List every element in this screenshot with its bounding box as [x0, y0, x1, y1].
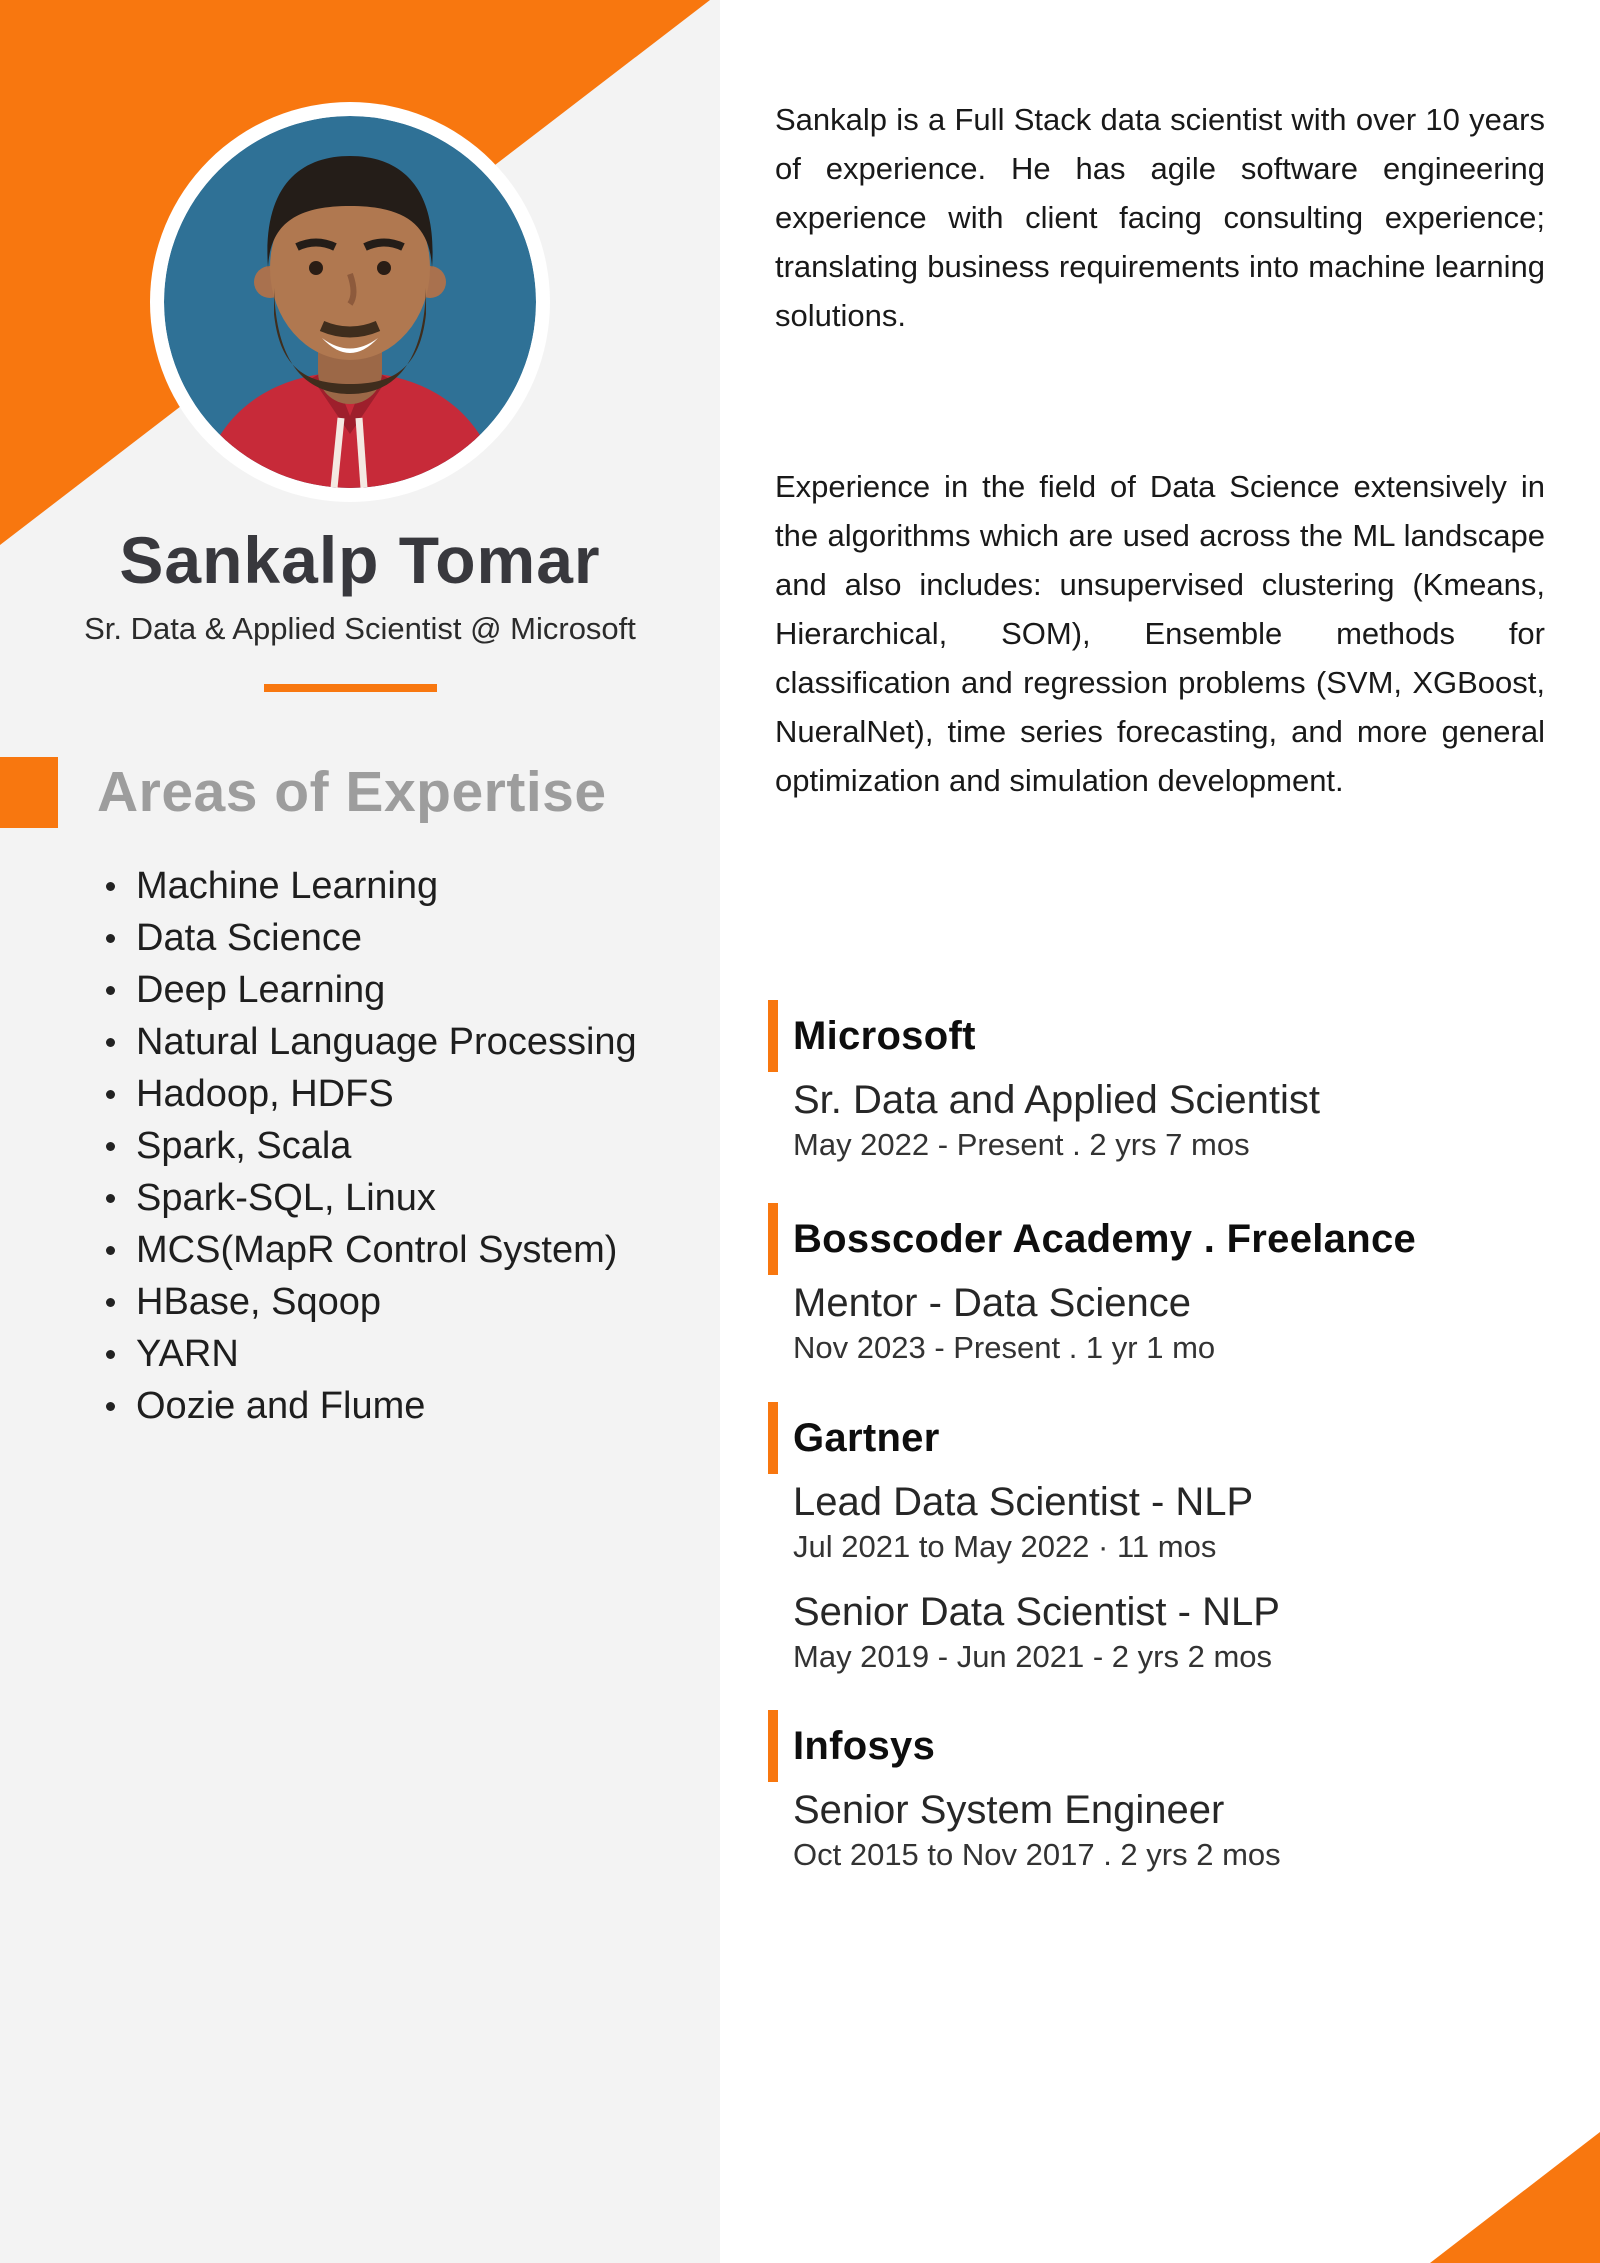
- skill-item: YARN: [100, 1328, 710, 1380]
- company-name: Gartner: [793, 1416, 940, 1460]
- expertise-heading-accent-square: [0, 757, 58, 828]
- role-title: Sr. Data and Applied Scientist: [793, 1078, 1320, 1122]
- role-title: Mentor - Data Science: [793, 1281, 1191, 1325]
- role-dates: May 2022 - Present . 2 yrs 7 mos: [793, 1127, 1250, 1162]
- experience-accent-bar: [768, 1402, 778, 1474]
- skill-item: HBase, Sqoop: [100, 1276, 710, 1328]
- skill-item: Spark, Scala: [100, 1120, 710, 1172]
- company-name: Bosscoder Academy . Freelance: [793, 1217, 1417, 1261]
- experience-accent-bar: [768, 1000, 778, 1072]
- expertise-heading: Areas of Expertise: [97, 760, 607, 824]
- orange-divider: [264, 684, 437, 692]
- experience-accent-bar: [768, 1203, 778, 1275]
- role-dates: Jul 2021 to May 2022 · 11 mos: [793, 1529, 1217, 1564]
- expertise-skill-list: [100, 860, 710, 1432]
- bottom-right-orange-triangle-decoration: [1430, 2132, 1600, 2263]
- skill-item: MCS(MapR Control System): [100, 1224, 710, 1276]
- skill-item: Data Science: [100, 912, 710, 964]
- role-dates: Nov 2023 - Present . 1 yr 1 mo: [793, 1330, 1216, 1365]
- role-title: Lead Data Scientist - NLP: [793, 1480, 1254, 1524]
- role-title: Senior System Engineer: [793, 1788, 1225, 1832]
- experience-section-infosys: [768, 1710, 1568, 1885]
- experience-section-microsoft: [768, 1000, 1568, 1175]
- profile-photo-illustration: [164, 116, 536, 488]
- role-dates: May 2019 - Jun 2021 - 2 yrs 2 mos: [793, 1639, 1273, 1674]
- skill-item: Oozie and Flume: [100, 1380, 710, 1432]
- experience-section-gartner: [768, 1402, 1568, 1687]
- role-title: Senior Data Scientist - NLP: [793, 1590, 1280, 1634]
- person-name: Sankalp Tomar: [119, 523, 601, 597]
- skill-item: Deep Learning: [100, 964, 710, 1016]
- bio-paragraph-2: Experience in the field of Data Science extensively in the algorithms which are used across the ML landscape and also includes: unsupervised clustering (Kmeans, Hierarchical, SOM), Ensemble methods for classification and regression problems (SVM, XGBoost, NueralNet), time series forecasting, and more general optimization and simulation development.: [775, 469, 1545, 798]
- profile-photo: [150, 102, 550, 502]
- experience-accent-bar: [768, 1710, 778, 1782]
- experience-section-bosscoder-academy: [768, 1203, 1568, 1378]
- skill-item: Machine Learning: [100, 860, 710, 912]
- bio-paragraph-1: Sankalp is a Full Stack data scientist with over 10 years of experience. He has agile software engineering experience with client facing consulting experience; translating business requirements into machine learning solutions.: [775, 102, 1545, 333]
- person-job-title: Sr. Data & Applied Scientist @ Microsoft: [84, 611, 636, 646]
- company-name: Microsoft: [793, 1014, 976, 1058]
- role-dates: Oct 2015 to Nov 2017 . 2 yrs 2 mos: [793, 1837, 1281, 1872]
- skill-item: Natural Language Processing: [100, 1016, 710, 1068]
- skill-item: Spark-SQL, Linux: [100, 1172, 710, 1224]
- skill-item: Hadoop, HDFS: [100, 1068, 710, 1120]
- company-name: Infosys: [793, 1724, 936, 1768]
